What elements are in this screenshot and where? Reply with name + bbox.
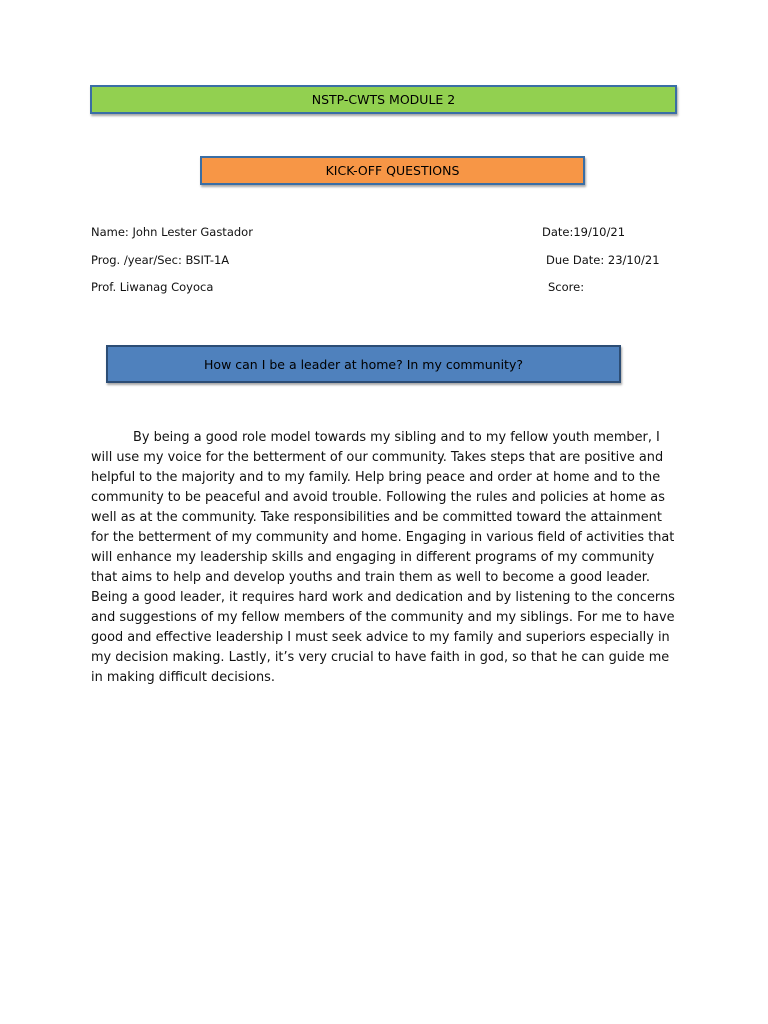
module-title: NSTP-CWTS MODULE 2 — [311, 92, 456, 107]
kickoff-title: KICK-OFF QUESTIONS — [325, 163, 460, 178]
kickoff-banner — [200, 156, 585, 185]
professor-name: Prof. Liwanag Coyoca — [91, 280, 214, 294]
question-banner — [106, 345, 621, 383]
question-text: How can I be a leader at home? In my community? — [204, 356, 523, 372]
answer-paragraph: By being a good role model towards my sibling and to my fellow youth member, I will use my voice for the betterment of our community. Takes steps that are positive and helpful to the majority and to my family. Help bring peace and order at home and to the community to be peaceful and avoid trouble. Following the rules and policies at home as well as at the community. Take responsibilities and be committed toward the attainment for the betterment of my community and home. Engaging in various field of activities that will enhance my leadership skills and engaging in different programs of my community that aims to help and develop youths and train them as well to become a good leader. Being a good leader, it requires hard work and dedication and by listening to the concerns and suggestions of my fellow members of the community and my siblings. For me to have good and effective leadership I must seek advice to my family and superiors especially in my decision making. Lastly, it’s very crucial to have faith in god, so that he can guide me in making difficult decisions. — [91, 430, 675, 685]
score-field: Score: — [548, 280, 585, 294]
due-date: Due Date: 23/10/21 — [546, 253, 660, 267]
submission-date: Date:19/10/21 — [542, 225, 626, 239]
student-name: Name: John Lester Gastador — [91, 225, 253, 239]
module-title-banner — [90, 85, 677, 114]
program-year-section: Prog. /year/Sec: BSIT-1A — [91, 253, 230, 267]
